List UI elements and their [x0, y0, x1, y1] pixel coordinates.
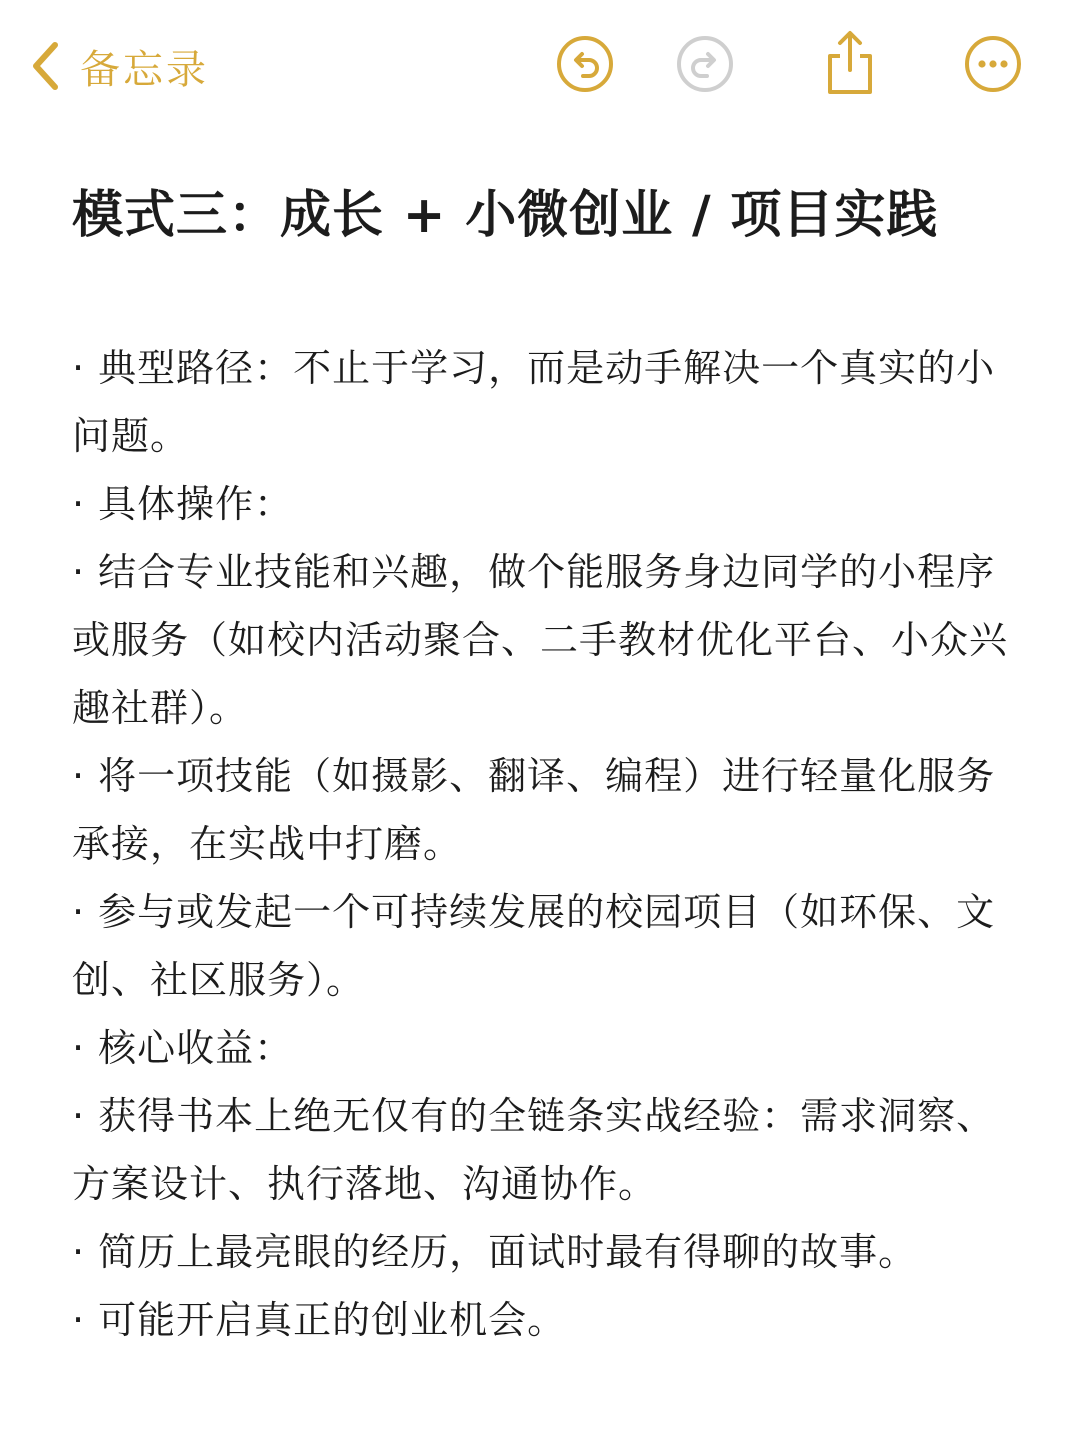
redo-button[interactable] — [675, 34, 735, 94]
chevron-left-icon — [30, 41, 60, 91]
more-icon — [963, 34, 1023, 94]
note-line: · 将一项技能（如摄影、翻译、编程）进行轻量化服务承接，在实战中打磨。 — [72, 754, 996, 866]
navigation-bar — [0, 0, 1080, 130]
note-line: · 可能开启真正的创业机会。 — [72, 1298, 567, 1342]
share-icon — [820, 28, 880, 96]
back-label: 备忘录 — [80, 46, 209, 93]
undo-button[interactable] — [555, 34, 615, 94]
back-button[interactable] — [30, 36, 209, 96]
note-body[interactable] — [72, 334, 1012, 1354]
note-line: · 简历上最亮眼的经历，面试时最有得聊的故事。 — [72, 1230, 918, 1274]
note-line: · 结合专业技能和兴趣，做个能服务身边同学的小程序或服务（如校内活动聚合、二手教材优化平台、小众兴趣社群）。 — [72, 550, 1009, 730]
share-button[interactable] — [820, 28, 880, 88]
note-line: · 核心收益： — [72, 1026, 294, 1070]
note-title: 模式三：成长 + 小微创业 / 项目实践 — [72, 186, 939, 245]
redo-icon — [675, 34, 735, 94]
more-button[interactable] — [963, 34, 1023, 94]
undo-icon — [555, 34, 615, 94]
note-line: · 获得书本上绝无仅有的全链条实战经验：需求洞察、方案设计、执行落地、沟通协作。 — [72, 1094, 996, 1206]
note-line: · 典型路径：不止于学习，而是动手解决一个真实的小问题。 — [72, 346, 996, 458]
note-line: · 参与或发起一个可持续发展的校园项目（如环保、文创、社区服务）。 — [72, 890, 996, 1002]
note-line: · 具体操作： — [72, 482, 294, 526]
